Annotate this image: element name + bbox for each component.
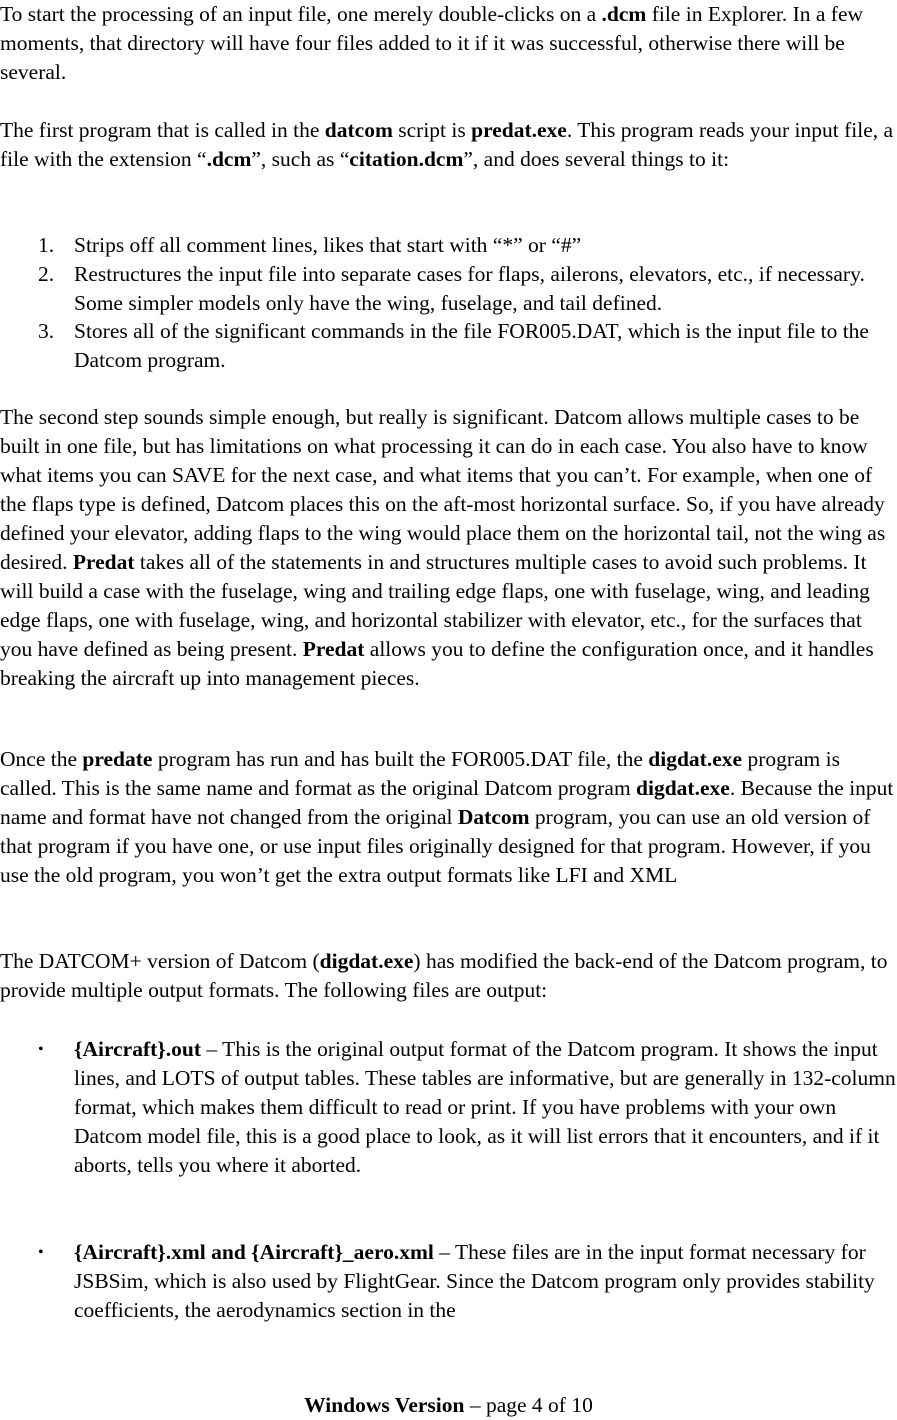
step-number: 1. [38,233,55,257]
text-run: . Because the input name and format have not changed from the original [0,776,894,829]
text-run: The DATCOM+ version of Datcom ( [0,949,320,973]
bold-digdat-exe: digdat.exe [648,747,743,771]
bold-dcm-ext: .dcm [206,147,252,171]
paragraph-first-program [0,116,897,174]
output-description: – These files are in the input format necessary for JSBSim, which is also used by FlightGear. Since the Datcom program only provides stability coefficients, the aerodynamics section in the [74,1240,875,1322]
text-run: The first program that is called in the [0,118,325,142]
bold-datcom: Datcom [457,805,530,829]
text-run: file in Explorer. In a few moments, that directory will have four files added to it if it was successful, otherwise there will be several. [0,2,864,84]
paragraph-datcom-plus [0,947,897,1005]
text-run: To start the processing of an input file, one merely double-clicks on a [0,2,602,26]
bold-digdat-exe: digdat.exe [636,776,730,800]
text-run: ) has modified the back-end of the Datcom program, to provide multiple output formats. The following files are output: [0,949,888,1002]
step-text: Stores all of the significant commands in the file FOR005.DAT, which is the input file to the Datcom program. [74,319,869,372]
text-run: script is [392,118,472,142]
text-run: takes all of the statements in and structures multiple cases to avoid such problems. It will build a case with the fuselage, wing and trailing edge flaps, one with fuselage, wing, and leading edge flaps, one with fuselage, wing, and horizontal stabilizer with elevator, etc., for the surfaces that you have defined as being present. [0,550,870,661]
step-number: 2. [38,262,55,286]
output-description: – This is the original output format of the Datcom program. It shows the input lines, and LOTS of output tables. These tables are informative, but are generally in 132-column format, which makes them difficult to read or print. If you have problems with your own Datcom model file, this is a good place to look, as it will list errors that it encounters, and if it aborts, tells you where it aborted. [74,1037,896,1177]
text-run: program, you can use an old version of that program if you have one, or use input files originally designed for that program. However, if you use the old program, you won’t get the extra output formats like LFI and XML [0,805,871,887]
bold-predat: Predat [72,550,135,574]
output-title: {Aircraft}.out [74,1037,201,1061]
text-run: The second step sounds simple enough, but really is significant. Datcom allows multiple cases to be built in one file, but has limitations on what processing it can do in each case. You also have to know what items you can SAVE for the next case, and what items that you can’t. For example, when one of the flaps type is defined, Datcom places this on the aft-most horizontal surface. So, if you have already defined your elevator, adding flaps to the wing would place them on the horizontal tail, not the wing as desired. [0,405,886,574]
output-title: {Aircraft}.xml and {Aircraft}_aero.xml [74,1240,434,1264]
output-text [74,1035,897,1180]
bold-digdat-exe: digdat.exe [319,949,414,973]
bold-dcm: .dcm [601,2,647,26]
paragraph-second-step [0,403,897,693]
bold-datcom: datcom [324,118,393,142]
page-footer [0,1391,897,1420]
text-run: program has run and has built the FOR005.DAT file, the [152,747,649,771]
text-run: ”, such as “ [251,147,350,171]
text-run: program is called. This is the same name and format as the original Datcom program [0,747,840,800]
footer-page-number: – page 4 of 10 [464,1393,593,1417]
step-text: Strips off all comment lines, likes that start with “*” or “#” [74,233,582,257]
bullet-icon: • [38,1041,44,1058]
text-run: allows you to define the configuration once, and it handles breaking the aircraft up into management pieces. [0,637,874,690]
step-number: 3. [38,319,55,343]
step-text: Restructures the input file into separate cases for flaps, ailerons, elevators, etc., if necessary. Some simpler models only have the wing, fuselage, and tail defined. [74,262,865,315]
bold-citation-dcm: citation.dcm [349,147,464,171]
bold-predat: Predat [302,637,365,661]
output-text [74,1238,897,1325]
text-run: Once the [0,747,83,771]
text-run: . This program reads your input file, a file with the extension “ [0,118,894,171]
footer-version: Windows Version [304,1393,465,1417]
bullet-icon: • [38,1244,44,1261]
bold-predate: predate [82,747,153,771]
text-run: ”, and does several things to it: [463,147,730,171]
paragraph-digdat [0,745,897,890]
paragraph-intro [0,0,897,87]
bold-predat-exe: predat.exe [471,118,567,142]
